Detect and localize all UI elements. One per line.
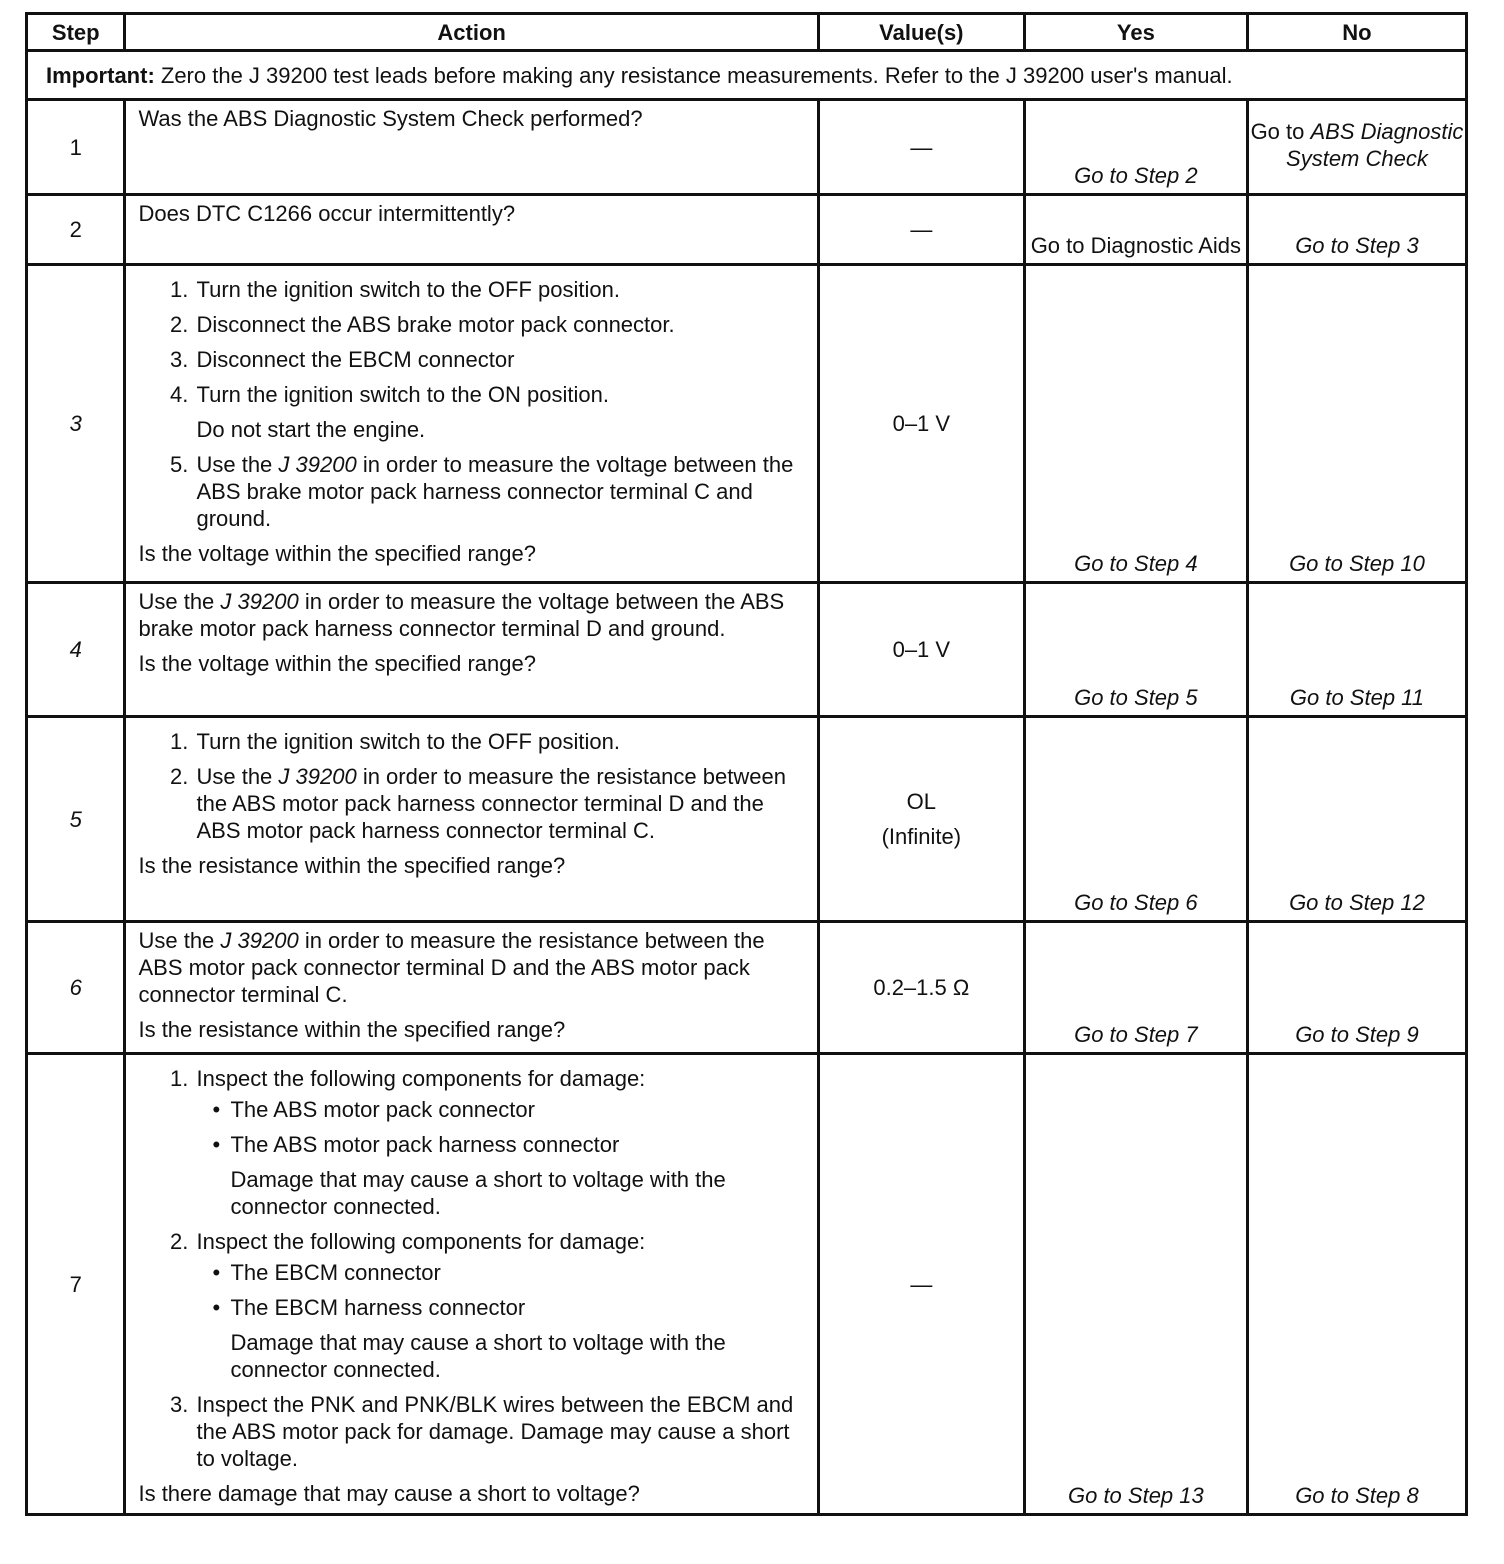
no-link[interactable]: Go to Step 3 xyxy=(1247,195,1466,265)
tool-name: J 39200 xyxy=(220,928,299,953)
procedure-text: Inspect the following components for damage: xyxy=(196,1229,646,1254)
damage-note: Damage that may cause a short to voltage with the connector connected. xyxy=(230,1167,726,1219)
yes-link[interactable]: Go to Step 2 xyxy=(1024,100,1247,195)
action-text xyxy=(125,100,818,195)
header-action: Action xyxy=(125,14,818,51)
value-cell: 0–1 V xyxy=(818,265,1024,583)
no-link[interactable]: Go to Step 12 xyxy=(1247,717,1466,922)
component-list xyxy=(196,1259,808,1321)
question: Is the voltage within the specified range? xyxy=(138,651,536,676)
tool-name: J 39200 xyxy=(220,589,299,614)
procedure-list xyxy=(138,276,808,532)
header-step: Step xyxy=(27,14,125,51)
procedure-item xyxy=(194,1065,808,1220)
component-item: • The EBCM harness connector xyxy=(230,1294,808,1321)
table-row xyxy=(27,922,1467,1054)
tool-name: J 39200 xyxy=(278,452,357,477)
procedure-item xyxy=(194,1228,808,1383)
no-link[interactable] xyxy=(1247,100,1466,195)
procedure-note: Do not start the engine. xyxy=(196,417,426,442)
table-row xyxy=(27,583,1467,717)
procedure-text: in order to measure the voltage between the ABS brake motor pack harness connector terminal C and ground. xyxy=(196,452,794,531)
procedure-item-text: Turn the ignition switch to the ON position. xyxy=(196,382,609,407)
procedure-item xyxy=(194,381,808,443)
procedure-item xyxy=(194,451,808,532)
value-cell: — xyxy=(818,100,1024,195)
important-row xyxy=(27,51,1467,100)
procedure-list xyxy=(138,1065,808,1472)
value-cell: — xyxy=(818,1054,1024,1515)
header-row xyxy=(27,14,1467,51)
value-cell: — xyxy=(818,195,1024,265)
question: Is the voltage within the specified range? xyxy=(138,541,536,566)
table-row xyxy=(27,265,1467,583)
yes-link[interactable]: Go to Step 6 xyxy=(1024,717,1247,922)
value-line: (Infinite) xyxy=(881,824,962,849)
question: Was the ABS Diagnostic System Check performed? xyxy=(138,106,643,131)
action-text xyxy=(125,717,818,922)
procedure-text: Use the xyxy=(196,764,279,789)
action-text xyxy=(125,583,818,717)
action-text xyxy=(125,1054,818,1515)
table-row xyxy=(27,195,1467,265)
header-no: No xyxy=(1247,14,1466,51)
question: Does DTC C1266 occur intermittently? xyxy=(138,201,516,226)
procedure-item: 3. Inspect the PNK and PNK/BLK wires between the EBCM and the ABS motor pack for damage. Damage may cause a short to voltage. xyxy=(194,1391,808,1472)
no-link[interactable]: Go to Step 11 xyxy=(1247,583,1466,717)
important-note xyxy=(27,51,1467,100)
action-post: in order to measure the voltage between the ABS brake motor pack harness connector terminal D and ground. xyxy=(138,589,785,641)
no-link[interactable]: Go to Step 10 xyxy=(1247,265,1466,583)
header-value: Value(s) xyxy=(818,14,1024,51)
no-link-text: ABS Diagnostic System Check xyxy=(1286,119,1464,171)
step-number: 4 xyxy=(27,583,125,717)
value-cell: 0.2–1.5 Ω xyxy=(818,922,1024,1054)
damage-note: Damage that may cause a short to voltage with the connector connected. xyxy=(230,1330,726,1382)
table-row xyxy=(27,1054,1467,1515)
procedure-text: Use the xyxy=(196,452,279,477)
important-label: Important: xyxy=(46,62,155,88)
procedure-item: 3. Disconnect the EBCM connector xyxy=(194,346,808,373)
action-text xyxy=(125,922,818,1054)
procedure-text: Inspect the following components for damage: xyxy=(196,1066,646,1091)
action-post: in order to measure the resistance between the ABS motor pack connector terminal D and the ABS motor pack connector terminal C. xyxy=(138,928,765,1007)
procedure-text: in order to measure the resistance between the ABS motor pack harness connector terminal D and the ABS motor pack harness connector terminal C. xyxy=(196,764,786,843)
no-link[interactable]: Go to Step 9 xyxy=(1247,922,1466,1054)
yes-link[interactable]: Go to Step 5 xyxy=(1024,583,1247,717)
value-cell: 0–1 V xyxy=(818,583,1024,717)
no-link[interactable]: Go to Step 8 xyxy=(1247,1054,1466,1515)
step-number: 7 xyxy=(27,1054,125,1515)
yes-link[interactable]: Go to Step 4 xyxy=(1024,265,1247,583)
question: Is the resistance within the specified range? xyxy=(138,853,566,878)
step-number: 2 xyxy=(27,195,125,265)
action-pre: Use the xyxy=(138,928,221,953)
step-number: 6 xyxy=(27,922,125,1054)
step-number: 5 xyxy=(27,717,125,922)
question: Is the resistance within the specified range? xyxy=(138,1017,566,1042)
component-item: • The EBCM connector xyxy=(230,1259,808,1286)
value-line: OL xyxy=(906,789,936,814)
component-list xyxy=(196,1096,808,1158)
yes-link[interactable]: Go to Step 7 xyxy=(1024,922,1247,1054)
procedure-item: 1. Turn the ignition switch to the OFF position. xyxy=(194,276,808,303)
yes-link[interactable]: Go to Step 13 xyxy=(1024,1054,1247,1515)
action-pre: Use the xyxy=(138,589,221,614)
step-number: 3 xyxy=(27,265,125,583)
procedure-item: 1. Turn the ignition switch to the OFF position. xyxy=(194,728,808,755)
procedure-item xyxy=(194,763,808,844)
no-prefix: Go to xyxy=(1250,119,1311,144)
header-yes: Yes xyxy=(1024,14,1247,51)
step-number: 1 xyxy=(27,100,125,195)
tool-name: J 39200 xyxy=(278,764,357,789)
table-row xyxy=(27,100,1467,195)
procedure-list xyxy=(138,728,808,844)
component-item: • The ABS motor pack connector xyxy=(230,1096,808,1123)
procedure-item: 2. Disconnect the ABS brake motor pack connector. xyxy=(194,311,808,338)
action-text xyxy=(125,265,818,583)
value-cell xyxy=(818,717,1024,922)
question: Is there damage that may cause a short to voltage? xyxy=(138,1481,640,1506)
diagnostic-table xyxy=(25,12,1468,1516)
action-text xyxy=(125,195,818,265)
important-text: Zero the J 39200 test leads before making any resistance measurements. Refer to the J 39200 user's manual. xyxy=(154,62,1233,88)
yes-link[interactable]: Go to Diagnostic Aids xyxy=(1024,195,1247,265)
table-row xyxy=(27,717,1467,922)
component-item: • The ABS motor pack harness connector xyxy=(230,1131,808,1158)
